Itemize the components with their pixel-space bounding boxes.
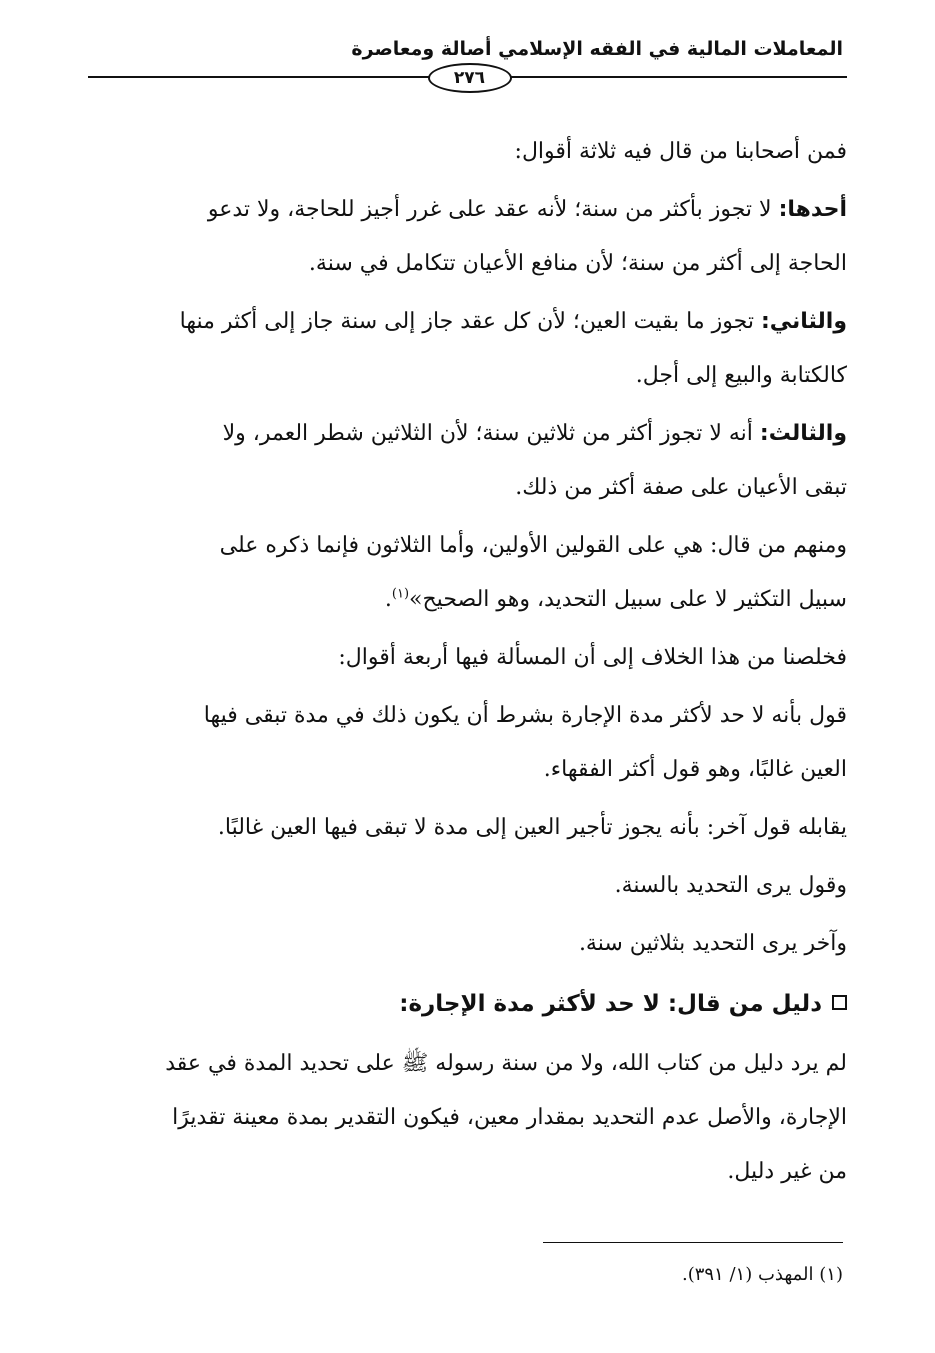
text-line: الإجارة، والأصل عدم التحديد بمقدار معين، فيكون التقدير بمدة معينة تقديرًا xyxy=(172,1105,847,1130)
text-line xyxy=(82,295,847,349)
text-line: تبقى الأعيان على صفة أكثر من ذلك. xyxy=(515,475,847,500)
text-line: من غير دليل. xyxy=(727,1159,847,1184)
paragraph xyxy=(82,1037,847,1199)
paragraph xyxy=(82,917,847,971)
paragraph xyxy=(82,519,847,627)
paragraph xyxy=(82,183,847,291)
text-run: . xyxy=(384,587,392,612)
section-heading-text: دليل من قال: لا حد لأكثر مدة الإجارة: xyxy=(399,991,822,1017)
paragraph xyxy=(82,295,847,403)
text-run: لا تجوز بأكثر من سنة؛ لأنه عقد على غرر أجيز للحاجة، ولا تدعو xyxy=(207,197,772,222)
lead-word: والثاني: xyxy=(760,309,847,334)
text-line: فمن أصحابنا من قال فيه ثلاثة أقوال: xyxy=(514,139,847,164)
text-line: لم يرد دليل من كتاب الله، ولا من سنة رسوله ﷺ على تحديد المدة في عقد xyxy=(165,1051,847,1076)
text-run: تجوز ما بقيت العين؛ لأن كل عقد جاز إلى سنة جاز إلى أكثر منها xyxy=(179,309,754,334)
paragraph xyxy=(82,407,847,515)
text-line: ومنهم من قال: هي على القولين الأولين، وأما الثلاثون فإنما ذكره على xyxy=(219,533,847,558)
paragraph xyxy=(82,125,847,179)
text-line: الحاجة إلى أكثر من سنة؛ لأن منافع الأعيان تتكامل في سنة. xyxy=(308,251,847,276)
text-line xyxy=(82,407,847,461)
text-run: أنه لا تجوز أكثر من ثلاثين سنة؛ لأن الثلاثين شطر العمر، ولا xyxy=(222,421,753,446)
text-line: قول بأنه لا حد لأكثر مدة الإجارة بشرط أن يكون ذلك في مدة تبقى فيها xyxy=(203,703,847,728)
text-line: فخلصنا من هذا الخلاف إلى أن المسألة فيها أربعة أقوال: xyxy=(338,645,847,670)
footnote-number: (١) xyxy=(819,1264,843,1285)
body-text xyxy=(82,125,847,1203)
footnote-text: المهذب (١/ ٣٩١). xyxy=(681,1264,814,1285)
section-heading xyxy=(82,977,847,1031)
text-line xyxy=(82,183,847,237)
footnote-rule xyxy=(543,1242,843,1243)
text-line xyxy=(82,573,847,627)
text-line: كالكتابة والبيع إلى أجل. xyxy=(635,363,847,388)
square-bullet-icon xyxy=(832,995,847,1010)
text-line: وقول يرى التحديد بالسنة. xyxy=(614,873,847,898)
text-run: سبيل التكثير لا على سبيل التحديد، وهو الصحيح» xyxy=(409,587,847,612)
footnote xyxy=(682,1260,843,1290)
text-line: يقابله قول آخر: بأنه يجوز تأجير العين إلى مدة لا تبقى فيها العين غالبًا. xyxy=(217,815,847,840)
running-title: المعاملات المالية في الفقه الإسلامي أصالة ومعاصرة xyxy=(351,38,843,60)
footnote-marker: (١) xyxy=(391,586,410,602)
text-line: العين غالبًا، وهو قول أكثر الفقهاء. xyxy=(543,757,847,782)
lead-word: والثالث: xyxy=(759,421,847,446)
lead-word: أحدها: xyxy=(778,197,847,222)
text-line: وآخر يرى التحديد بثلاثين سنة. xyxy=(578,931,847,956)
paragraph xyxy=(82,689,847,797)
page-number: ٢٧٦ xyxy=(428,63,512,93)
paragraph xyxy=(82,859,847,913)
paragraph xyxy=(82,631,847,685)
paragraph xyxy=(82,801,847,855)
